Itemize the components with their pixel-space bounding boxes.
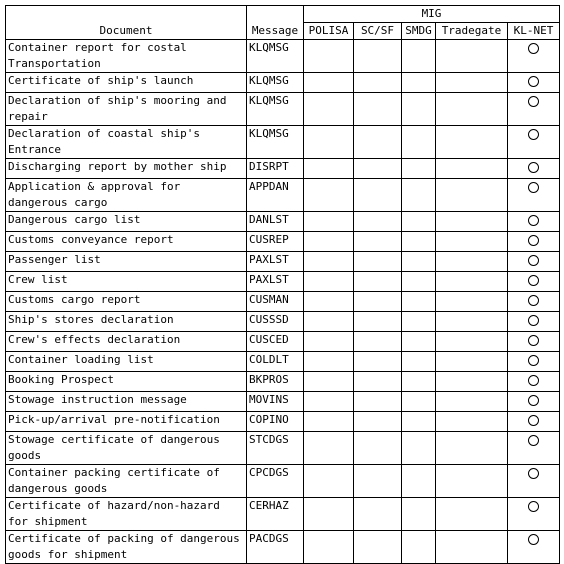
document-mig-table	[5, 5, 560, 564]
circle-mark-icon	[528, 435, 539, 446]
circle-mark-icon	[528, 182, 539, 193]
mig-mark-cell	[508, 292, 560, 312]
mig-mark-cell	[304, 412, 354, 432]
document-cell: Crew list	[6, 272, 247, 292]
mig-mark-cell	[304, 159, 354, 179]
mig-mark-cell	[508, 531, 560, 564]
mig-mark-cell	[354, 179, 402, 212]
mig-mark-cell	[402, 432, 436, 465]
mig-mark-cell	[436, 212, 508, 232]
circle-mark-icon	[528, 315, 539, 326]
mig-mark-cell	[402, 312, 436, 332]
table-row	[6, 465, 560, 498]
mig-mark-cell	[402, 465, 436, 498]
mig-mark-cell	[304, 312, 354, 332]
mig-mark-cell	[354, 372, 402, 392]
document-cell: Certificate of packing of dangerous goods for shipment	[6, 531, 247, 564]
circle-mark-icon	[528, 215, 539, 226]
message-cell: BKPROS	[247, 372, 304, 392]
message-cell: MOVINS	[247, 392, 304, 412]
mig-mark-cell	[508, 159, 560, 179]
message-cell: KLQMSG	[247, 40, 304, 73]
circle-mark-icon	[528, 76, 539, 87]
mig-mark-cell	[402, 332, 436, 352]
table-row	[6, 432, 560, 465]
mig-mark-cell	[402, 412, 436, 432]
document-cell: Pick-up/arrival pre-notification	[6, 412, 247, 432]
mig-mark-cell	[508, 252, 560, 272]
mig-mark-cell	[436, 412, 508, 432]
mig-mark-cell	[354, 292, 402, 312]
mig-mark-cell	[436, 40, 508, 73]
mig-mark-cell	[402, 179, 436, 212]
mig-mark-cell	[436, 292, 508, 312]
mig-mark-cell	[402, 272, 436, 292]
document-cell: Certificate of ship's launch	[6, 73, 247, 93]
circle-mark-icon	[528, 129, 539, 140]
mig-mark-cell	[508, 465, 560, 498]
mig-mark-cell	[436, 498, 508, 531]
mig-mark-cell	[402, 212, 436, 232]
mig-mark-cell	[354, 465, 402, 498]
mig-mark-cell	[354, 126, 402, 159]
table-row	[6, 159, 560, 179]
mig-mark-cell	[304, 40, 354, 73]
mig-mark-cell	[354, 412, 402, 432]
mig-mark-cell	[508, 212, 560, 232]
mig-mark-cell	[402, 232, 436, 252]
header-document: Document	[6, 6, 247, 40]
circle-mark-icon	[528, 395, 539, 406]
document-cell: Declaration of coastal ship's Entrance	[6, 126, 247, 159]
mig-mark-cell	[508, 126, 560, 159]
document-cell: Container report for costal Transportation	[6, 40, 247, 73]
table-row	[6, 252, 560, 272]
mig-mark-cell	[402, 40, 436, 73]
document-cell: Passenger list	[6, 252, 247, 272]
document-cell: Container loading list	[6, 352, 247, 372]
mig-mark-cell	[304, 432, 354, 465]
mig-mark-cell	[436, 252, 508, 272]
table-header	[6, 6, 560, 40]
mig-mark-cell	[436, 392, 508, 412]
mig-mark-cell	[304, 392, 354, 412]
mig-mark-cell	[508, 272, 560, 292]
document-cell: Declaration of ship's mooring and repair	[6, 93, 247, 126]
mig-mark-cell	[304, 212, 354, 232]
mig-mark-cell	[508, 392, 560, 412]
document-cell: Crew's effects declaration	[6, 332, 247, 352]
circle-mark-icon	[528, 468, 539, 479]
mig-mark-cell	[304, 352, 354, 372]
mig-mark-cell	[508, 332, 560, 352]
mig-mark-cell	[354, 40, 402, 73]
mig-mark-cell	[436, 93, 508, 126]
mig-mark-cell	[436, 159, 508, 179]
table-row	[6, 312, 560, 332]
mig-mark-cell	[354, 73, 402, 93]
mig-mark-cell	[304, 179, 354, 212]
mig-mark-cell	[402, 352, 436, 372]
table-row	[6, 498, 560, 531]
message-cell: KLQMSG	[247, 126, 304, 159]
mig-mark-cell	[304, 252, 354, 272]
mig-mark-cell	[304, 465, 354, 498]
mig-mark-cell	[402, 159, 436, 179]
mig-mark-cell	[354, 392, 402, 412]
mig-mark-cell	[402, 126, 436, 159]
mig-mark-cell	[304, 126, 354, 159]
mig-mark-cell	[508, 73, 560, 93]
mig-mark-cell	[508, 432, 560, 465]
mig-mark-cell	[304, 498, 354, 531]
mig-mark-cell	[402, 531, 436, 564]
mig-mark-cell	[402, 498, 436, 531]
mig-mark-cell	[304, 93, 354, 126]
document-cell: Stowage certificate of dangerous goods	[6, 432, 247, 465]
table-row	[6, 352, 560, 372]
message-cell: STCDGS	[247, 432, 304, 465]
circle-mark-icon	[528, 295, 539, 306]
mig-mark-cell	[508, 179, 560, 212]
message-cell: KLQMSG	[247, 93, 304, 126]
table-row	[6, 212, 560, 232]
table-row	[6, 332, 560, 352]
mig-mark-cell	[402, 252, 436, 272]
mig-mark-cell	[304, 292, 354, 312]
circle-mark-icon	[528, 355, 539, 366]
mig-mark-cell	[354, 312, 402, 332]
mig-mark-cell	[508, 93, 560, 126]
message-cell: APPDAN	[247, 179, 304, 212]
mig-mark-cell	[354, 252, 402, 272]
mig-mark-cell	[436, 465, 508, 498]
message-cell: CUSREP	[247, 232, 304, 252]
mig-mark-cell	[436, 332, 508, 352]
table-row	[6, 412, 560, 432]
message-cell: DANLST	[247, 212, 304, 232]
table-row	[6, 73, 560, 93]
document-cell: Booking Prospect	[6, 372, 247, 392]
message-cell: CERHAZ	[247, 498, 304, 531]
header-system-polisa: POLISA	[304, 23, 354, 40]
mig-mark-cell	[354, 159, 402, 179]
document-cell: Dangerous cargo list	[6, 212, 247, 232]
circle-mark-icon	[528, 335, 539, 346]
circle-mark-icon	[528, 375, 539, 386]
circle-mark-icon	[528, 96, 539, 107]
header-system-smdg: SMDG	[402, 23, 436, 40]
mig-mark-cell	[402, 73, 436, 93]
circle-mark-icon	[528, 43, 539, 54]
mig-mark-cell	[508, 372, 560, 392]
mig-mark-cell	[354, 272, 402, 292]
table-row	[6, 272, 560, 292]
header-mig: MIG	[304, 6, 560, 23]
table-row	[6, 40, 560, 73]
table-row	[6, 126, 560, 159]
mig-mark-cell	[402, 372, 436, 392]
message-cell: CUSSSD	[247, 312, 304, 332]
mig-mark-cell	[354, 531, 402, 564]
mig-mark-cell	[402, 93, 436, 126]
mig-mark-cell	[354, 232, 402, 252]
message-cell: PAXLST	[247, 252, 304, 272]
mig-mark-cell	[508, 498, 560, 531]
mig-mark-cell	[508, 412, 560, 432]
circle-mark-icon	[528, 534, 539, 545]
mig-mark-cell	[354, 352, 402, 372]
message-cell: PACDGS	[247, 531, 304, 564]
table-row	[6, 292, 560, 312]
document-cell: Stowage instruction message	[6, 392, 247, 412]
mig-mark-cell	[436, 179, 508, 212]
circle-mark-icon	[528, 275, 539, 286]
table-row	[6, 372, 560, 392]
header-system-scsf: SC/SF	[354, 23, 402, 40]
mig-mark-cell	[508, 352, 560, 372]
mig-mark-cell	[354, 93, 402, 126]
message-cell: DISRPT	[247, 159, 304, 179]
header-system-tradegate: Tradegate	[436, 23, 508, 40]
circle-mark-icon	[528, 415, 539, 426]
mig-mark-cell	[508, 40, 560, 73]
document-cell: Customs cargo report	[6, 292, 247, 312]
mig-mark-cell	[508, 312, 560, 332]
message-cell: COPINO	[247, 412, 304, 432]
table-row	[6, 232, 560, 252]
mig-mark-cell	[354, 212, 402, 232]
message-cell: CPCDGS	[247, 465, 304, 498]
mig-mark-cell	[436, 352, 508, 372]
mig-mark-cell	[436, 372, 508, 392]
document-cell: Container packing certificate of dangerous goods	[6, 465, 247, 498]
mig-mark-cell	[304, 531, 354, 564]
circle-mark-icon	[528, 162, 539, 173]
message-cell: PAXLST	[247, 272, 304, 292]
mig-mark-cell	[304, 232, 354, 252]
document-cell: Ship's stores declaration	[6, 312, 247, 332]
message-cell: CUSCED	[247, 332, 304, 352]
header-system-klnet: KL-NET	[508, 23, 560, 40]
message-cell: KLQMSG	[247, 73, 304, 93]
mig-mark-cell	[436, 312, 508, 332]
mig-mark-cell	[304, 73, 354, 93]
mig-mark-cell	[436, 73, 508, 93]
mig-mark-cell	[436, 232, 508, 252]
mig-mark-cell	[354, 498, 402, 531]
message-cell: CUSMAN	[247, 292, 304, 312]
mig-mark-cell	[436, 272, 508, 292]
circle-mark-icon	[528, 235, 539, 246]
document-cell: Certificate of hazard/non-hazard for shipment	[6, 498, 247, 531]
mig-mark-cell	[436, 432, 508, 465]
table-row	[6, 179, 560, 212]
document-mig-table-container	[5, 5, 560, 564]
mig-mark-cell	[354, 332, 402, 352]
header-message: Message	[247, 6, 304, 40]
document-cell: Customs conveyance report	[6, 232, 247, 252]
message-cell: COLDLT	[247, 352, 304, 372]
table-body	[6, 40, 560, 564]
mig-mark-cell	[402, 392, 436, 412]
mig-mark-cell	[402, 292, 436, 312]
circle-mark-icon	[528, 255, 539, 266]
mig-mark-cell	[354, 432, 402, 465]
table-row	[6, 392, 560, 412]
document-cell: Application & approval for dangerous cargo	[6, 179, 247, 212]
mig-mark-cell	[304, 332, 354, 352]
mig-mark-cell	[508, 232, 560, 252]
document-cell: Discharging report by mother ship	[6, 159, 247, 179]
mig-mark-cell	[304, 372, 354, 392]
mig-mark-cell	[436, 126, 508, 159]
table-row	[6, 93, 560, 126]
table-row	[6, 531, 560, 564]
mig-mark-cell	[436, 531, 508, 564]
mig-mark-cell	[304, 272, 354, 292]
